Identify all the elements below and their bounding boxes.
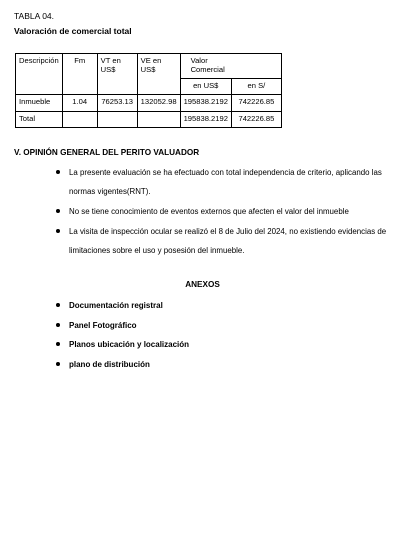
header-ve: VE en US$	[137, 54, 180, 95]
table-row	[16, 95, 282, 112]
cell-usd: 195838.2192	[180, 112, 231, 128]
list-item: Documentación registral	[54, 296, 189, 316]
valuation-table	[15, 53, 282, 128]
table-number-label: TABLA 04.	[14, 11, 55, 21]
table-title: Valoración de comercial total	[14, 26, 132, 36]
header-valor-comercial	[180, 54, 281, 79]
header-descripcion: Descripción	[16, 54, 63, 95]
list-item: No se tiene conocimiento de eventos externos que afecten el valor del inmueble	[54, 202, 394, 221]
opinion-list	[54, 163, 394, 260]
cell-vt	[97, 112, 137, 128]
table-total-row	[16, 112, 282, 128]
cell-descripcion: Total	[16, 112, 63, 128]
cell-descripcion: Inmueble	[16, 95, 63, 112]
list-item: La visita de inspección ocular se realizó el 8 de Julio del 2024, no existiendo evidencias de limitaciones sobre el uso y posesión del inmueble.	[54, 222, 394, 260]
cell-vt: 76253.13	[97, 95, 137, 112]
cell-usd: 195838.2192	[180, 95, 231, 112]
list-item: Panel Fotográfico	[54, 316, 189, 336]
cell-ve	[137, 112, 180, 128]
header-vt: VT en US$	[97, 54, 137, 95]
list-item: plano de distribución	[54, 355, 189, 375]
anexos-title: ANEXOS	[185, 280, 220, 289]
cell-ve: 132052.98	[137, 95, 180, 112]
table-header-row	[16, 54, 282, 79]
header-en-soles: en S/	[231, 79, 281, 95]
header-fm: Fm	[62, 54, 97, 95]
header-valor-comercial-text: Valor Comercial	[190, 56, 225, 74]
cell-fm: 1.04	[62, 95, 97, 112]
cell-soles: 742226.85	[231, 112, 281, 128]
opinion-section-title: V. OPINIÓN GENERAL DEL PERITO VALUADOR	[14, 148, 200, 157]
cell-soles: 742226.85	[231, 95, 281, 112]
cell-fm	[62, 112, 97, 128]
header-en-usd: en US$	[180, 79, 231, 95]
list-item: Planos ubicación y localización	[54, 335, 189, 355]
anexos-list	[54, 296, 189, 374]
list-item: La presente evaluación se ha efectuado con total independencia de criterio, aplicando las normas vigentes(RNT).	[54, 163, 394, 201]
